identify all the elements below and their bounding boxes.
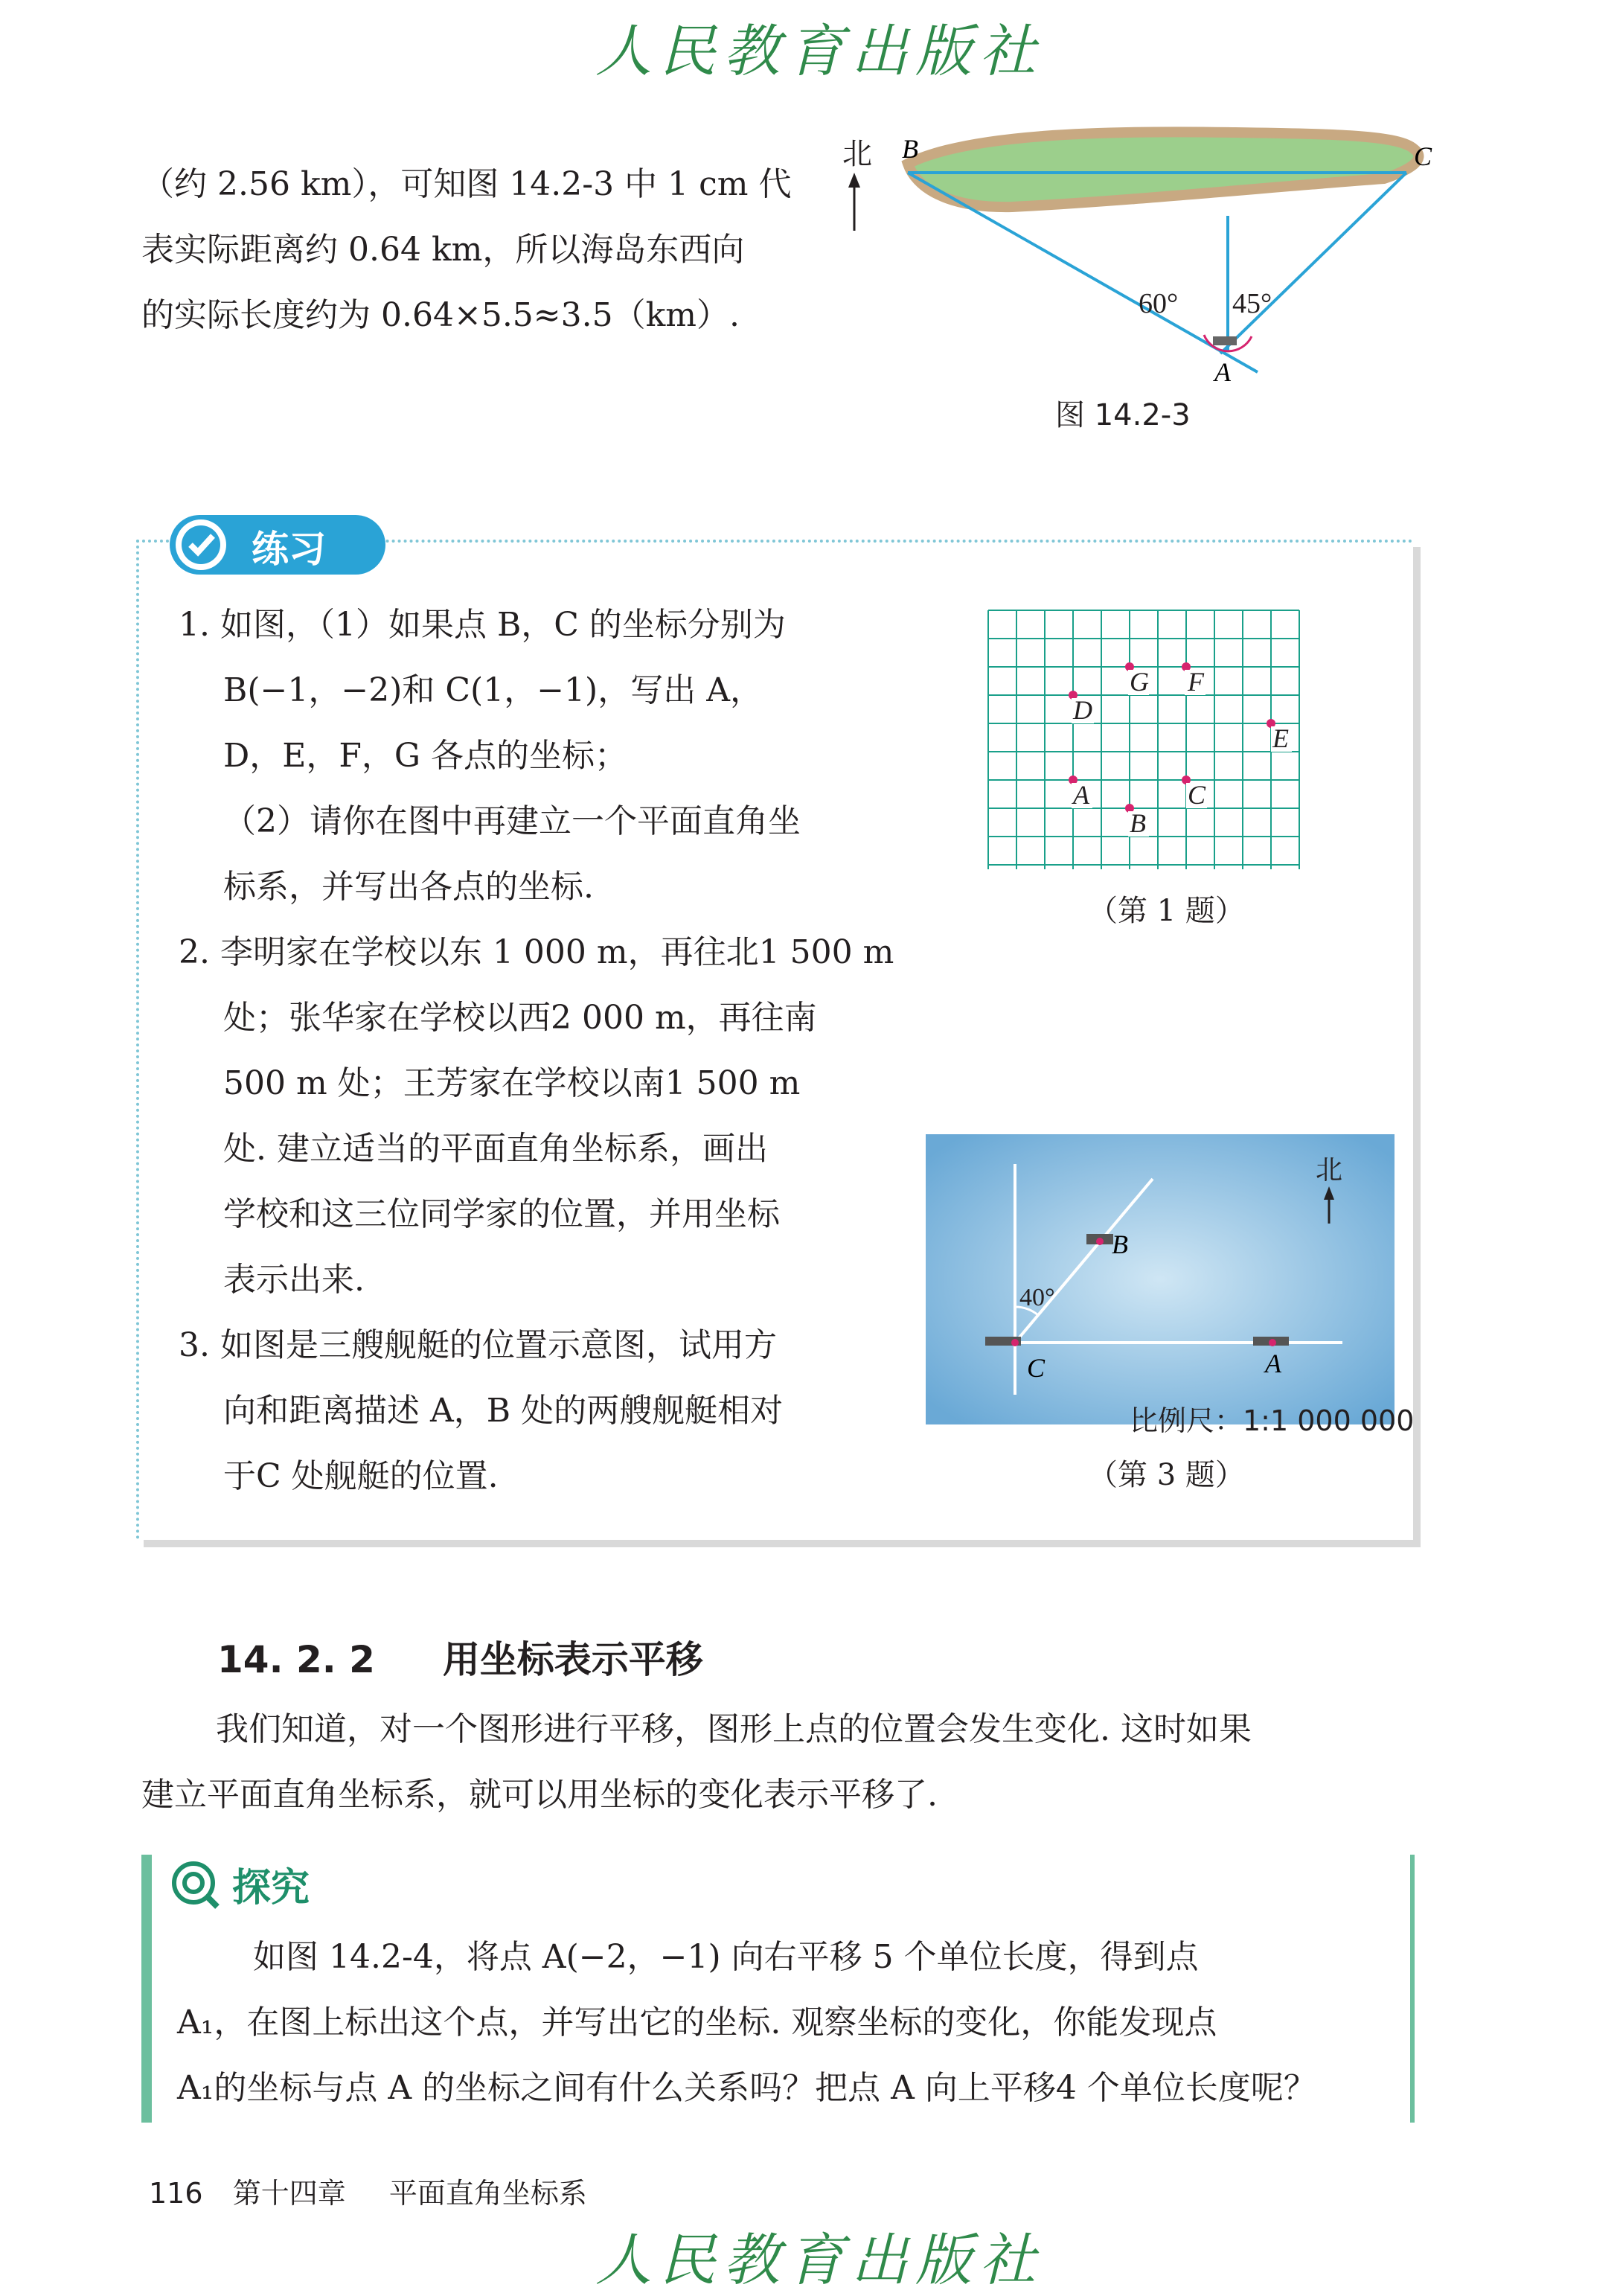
explore-line-3: A₁的坐标与点 A 的坐标之间有什么关系吗？把点 A 向上平移4 个单位长度呢？ <box>177 2069 1316 2107</box>
point-a-ship <box>1269 1339 1276 1346</box>
q2-line-2: 处；张华家在学校以西2 000 m，再往南 <box>223 999 817 1037</box>
label-b-ship: B <box>1112 1229 1128 1259</box>
label-a-grid: A <box>1073 780 1089 810</box>
explore-bar-right <box>1410 1855 1415 2123</box>
grid-figure <box>987 609 1307 872</box>
label-c-island: C <box>1414 141 1432 171</box>
page-footer <box>149 2170 587 2211</box>
section-heading <box>217 1630 703 1683</box>
q2-line-5: 学校和这三位同学家的位置，并用坐标 <box>223 1195 780 1233</box>
island-figure <box>819 119 1473 432</box>
section-line-2: 建立平面直角坐标系，就可以用坐标的变化表示平移了. <box>141 1776 938 1814</box>
island-shape <box>908 132 1418 207</box>
angle-40: 40° <box>1019 1284 1055 1311</box>
explore-title: 探究 <box>232 1866 310 1910</box>
explore-bar-left <box>141 1855 152 2123</box>
label-a-ship: A <box>1265 1349 1281 1378</box>
q2-line-3: 500 m 处；王芳家在学校以南1 500 m <box>223 1064 801 1102</box>
chapter-label: 第十四章 <box>232 2177 346 2210</box>
q1-line-3: D，E，F，G 各点的坐标； <box>223 737 628 775</box>
chapter-title: 平面直角坐标系 <box>388 2177 587 2210</box>
explore-line-2: A₁，在图上标出这个点，并写出它的坐标. 观察坐标的变化，你能发现点 <box>177 2004 1217 2041</box>
q1-line-4: （2）请你在图中再建立一个平面直角坐 <box>223 802 801 840</box>
point-b-ship <box>1096 1238 1104 1245</box>
q2-line-4: 处. 建立适当的平面直角坐标系，画出 <box>223 1130 768 1168</box>
q2-line-6: 表示出来. <box>223 1261 365 1299</box>
q1-line-1: 1. 如图，（1）如果点 B，C 的坐标分别为 <box>179 606 786 644</box>
section-title: 用坐标表示平移 <box>442 1638 703 1681</box>
q1-line-2: B(−1，−2)和 C(1，−1)，写出 A， <box>223 671 763 709</box>
practice-title: 练习 <box>252 528 326 571</box>
north-arrowhead-island <box>848 173 860 188</box>
page-number: 116 <box>149 2177 203 2210</box>
scale-label: 比例尺：1:1 000 000 <box>1130 1404 1415 1437</box>
figure-caption-island: 图 14.2-3 <box>1055 398 1191 432</box>
publisher-logo-top: 人民教育出版社 <box>595 18 1043 84</box>
explore-line-1: 如图 14.2-4，将点 A(−2，−1) 向右平移 5 个单位长度，得到点 <box>253 1938 1199 1976</box>
label-c-grid: C <box>1188 780 1206 810</box>
label-b-island: B <box>902 134 918 164</box>
label-d: D <box>1073 695 1092 725</box>
q3-line-2: 向和距离描述 A，B 处的两艘舰艇相对 <box>223 1392 784 1430</box>
point-c-ship <box>1011 1339 1019 1346</box>
label-c-ship: C <box>1027 1353 1046 1383</box>
angle-left: 60° <box>1139 288 1179 319</box>
intro-line-2: 表实际距离约 0.64 km，所以海岛东西向 <box>141 231 745 269</box>
label-f: F <box>1188 667 1204 697</box>
q3-line-1: 3. 如图是三艘舰艇的位置示意图，试用方 <box>179 1326 777 1364</box>
q3-line-3: 于C 处舰艇的位置. <box>223 1457 499 1495</box>
section-line-1: 我们知道，对一个图形进行平移，图形上点的位置会发生变化. 这时如果 <box>216 1710 1252 1748</box>
label-g: G <box>1130 667 1149 697</box>
publisher-logo-bottom: 人民教育出版社 <box>595 2227 1043 2293</box>
section-number: 14. 2. 2 <box>217 1638 375 1681</box>
label-b-grid: B <box>1130 808 1146 838</box>
explore-icon <box>170 1859 222 1911</box>
figure-caption-q1: （第 1 题） <box>1088 894 1245 928</box>
intro-line-3: 的实际长度约为 0.64×5.5≈3.5（km）. <box>141 296 740 334</box>
ship-figure <box>926 1134 1395 1424</box>
label-e: E <box>1272 723 1289 753</box>
north-label-ship: 北 <box>1316 1155 1343 1186</box>
q2-line-1: 2. 李明家在学校以东 1 000 m，再往北1 500 m <box>179 933 894 971</box>
angle-right: 45° <box>1232 288 1272 319</box>
figure-caption-q3: （第 3 题） <box>1088 1458 1245 1492</box>
q1-line-5: 标系，并写出各点的坐标. <box>223 868 594 906</box>
north-label-island: 北 <box>842 137 872 171</box>
intro-line-1: （约 2.56 km），可知图 14.2-3 中 1 cm 代 <box>141 165 792 203</box>
ship-a-island <box>1213 336 1237 345</box>
line-ac <box>1220 173 1406 354</box>
label-a-island: A <box>1214 357 1231 387</box>
practice-icon <box>173 517 229 573</box>
